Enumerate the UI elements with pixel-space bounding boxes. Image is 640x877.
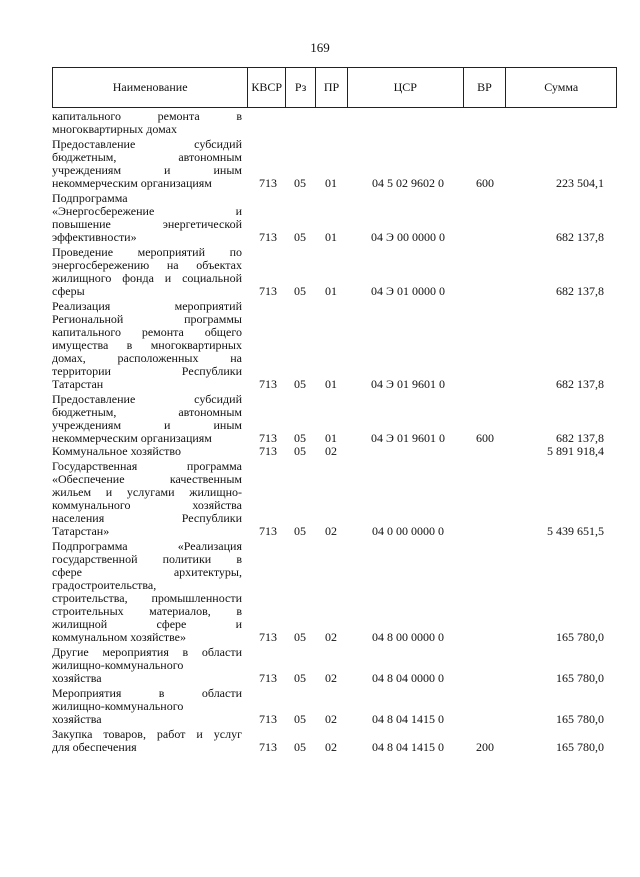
row-rz: 05 bbox=[294, 377, 306, 391]
row-pr: 02 bbox=[325, 524, 337, 538]
row-name-line: «Обеспечение качественным bbox=[52, 472, 242, 486]
row-name-line: «Энергосбережение и bbox=[52, 204, 242, 218]
row-csr: 04 8 04 1415 0 bbox=[372, 740, 444, 754]
table-row bbox=[52, 728, 617, 754]
row-kvsr: 713 bbox=[259, 524, 277, 538]
row-name bbox=[52, 246, 242, 298]
row-name bbox=[52, 393, 242, 445]
row-sum: 165 780,0 bbox=[556, 671, 604, 685]
row-csr: 04 8 04 1415 0 bbox=[372, 712, 444, 726]
row-name-line: повышение энергетической bbox=[52, 217, 242, 231]
header-rz: Рз bbox=[286, 68, 316, 107]
row-kvsr: 713 bbox=[259, 230, 277, 244]
row-vr bbox=[464, 525, 506, 538]
row-rz: 05 bbox=[294, 284, 306, 298]
row-name-line: строительных материалов, в bbox=[52, 604, 242, 618]
row-name-line: жилищного фонда и социальной bbox=[52, 271, 242, 285]
row-pr: 01 bbox=[325, 284, 337, 298]
row-kvsr: 713 bbox=[259, 444, 277, 458]
row-rz: 05 bbox=[294, 630, 306, 644]
row-name bbox=[52, 138, 242, 190]
row-vr: 600 bbox=[476, 176, 494, 190]
row-csr: 04 Э 01 9601 0 bbox=[371, 431, 445, 445]
row-kvsr: 713 bbox=[259, 431, 277, 445]
row-sum: 682 137,8 bbox=[556, 284, 604, 298]
row-name-line: жильем и услугами жилищно- bbox=[52, 485, 242, 499]
row-pr: 02 bbox=[325, 740, 337, 754]
row-kvsr: 713 bbox=[259, 630, 277, 644]
table-row bbox=[52, 646, 617, 685]
row-csr: 04 8 00 0000 0 bbox=[372, 630, 444, 644]
row-rz: 05 bbox=[294, 230, 306, 244]
row-kvsr: 713 bbox=[259, 284, 277, 298]
header-pr: ПР bbox=[316, 68, 348, 107]
row-name-line: Закупка товаров, работ и услуг bbox=[52, 727, 242, 741]
row-name-line: Предоставление субсидий bbox=[52, 137, 242, 151]
row-name-line: Предоставление субсидий bbox=[52, 392, 242, 406]
row-sum: 682 137,8 bbox=[556, 431, 604, 445]
table-row bbox=[52, 445, 617, 458]
row-rz: 05 bbox=[294, 176, 306, 190]
header-sum: Сумма bbox=[544, 80, 579, 94]
row-name-line: градостроительства, bbox=[52, 578, 157, 592]
row-name-line: Региональной программы bbox=[52, 312, 242, 326]
page-number: 169 bbox=[310, 40, 330, 55]
row-name-line: хозяйства bbox=[52, 712, 102, 726]
row-name-line: коммунального хозяйства bbox=[52, 498, 242, 512]
row-sum: 165 780,0 bbox=[556, 740, 604, 754]
header-csr: ЦСР bbox=[348, 68, 464, 107]
row-pr: 02 bbox=[325, 444, 337, 458]
row-name-line: Татарстан bbox=[52, 377, 104, 391]
row-vr bbox=[464, 285, 506, 298]
table-row bbox=[52, 687, 617, 726]
table-row bbox=[52, 393, 617, 445]
row-name-line: учреждениям и иным bbox=[52, 163, 242, 177]
row-vr: 200 bbox=[476, 740, 494, 754]
table-row bbox=[52, 300, 617, 391]
row-name bbox=[52, 728, 242, 754]
row-name-line: для обеспечения bbox=[52, 740, 137, 754]
row-csr: 04 Э 00 0000 0 bbox=[371, 230, 445, 244]
row-name-line: Татарстан» bbox=[52, 524, 110, 538]
header-vr: ВР bbox=[464, 68, 507, 107]
row-name-line: бюджетным, автономным bbox=[52, 150, 242, 164]
row-name bbox=[52, 445, 242, 458]
row-vr bbox=[464, 445, 506, 458]
row-name-line: Коммунальное хозяйство bbox=[52, 444, 181, 458]
row-name-line: Мероприятия в области bbox=[52, 686, 242, 700]
row-name bbox=[52, 687, 242, 726]
row-name-line: некоммерческим организациям bbox=[52, 431, 212, 445]
row-pr bbox=[318, 123, 344, 136]
row-vr bbox=[464, 378, 506, 391]
row-vr bbox=[464, 713, 506, 726]
row-name-line: жилищной сфере и bbox=[52, 617, 242, 631]
table-row bbox=[52, 110, 617, 136]
row-csr bbox=[352, 123, 464, 136]
table-row bbox=[52, 138, 617, 190]
row-rz bbox=[288, 123, 312, 136]
row-pr: 02 bbox=[325, 630, 337, 644]
table-row bbox=[52, 540, 617, 644]
row-kvsr bbox=[254, 123, 282, 136]
row-vr: 600 bbox=[476, 431, 494, 445]
table-row bbox=[52, 246, 617, 298]
row-name-line: населения Республики bbox=[52, 511, 242, 525]
row-pr: 02 bbox=[325, 671, 337, 685]
row-name-line: коммунальном хозяйстве» bbox=[52, 630, 186, 644]
row-name bbox=[52, 460, 242, 538]
row-csr: 04 0 00 0000 0 bbox=[372, 524, 444, 538]
table-row bbox=[52, 460, 617, 538]
row-name-line: капитального ремонта общего bbox=[52, 325, 242, 339]
row-sum: 682 137,8 bbox=[556, 230, 604, 244]
row-pr: 01 bbox=[325, 377, 337, 391]
header-kvsr: КВСР bbox=[248, 68, 286, 107]
row-name bbox=[52, 110, 242, 136]
row-name-line: капитального ремонта в bbox=[52, 109, 242, 123]
table-header bbox=[52, 67, 617, 108]
row-csr: 04 5 02 9602 0 bbox=[372, 176, 444, 190]
row-sum: 682 137,8 bbox=[556, 377, 604, 391]
row-kvsr: 713 bbox=[259, 176, 277, 190]
row-name-line: Реализация мероприятий bbox=[52, 299, 242, 313]
row-name-line: государственной политики в bbox=[52, 552, 242, 566]
table-row bbox=[52, 192, 617, 244]
header-name: Наименование bbox=[53, 68, 248, 107]
row-name bbox=[52, 300, 242, 391]
row-name bbox=[52, 646, 242, 685]
row-rz: 05 bbox=[294, 444, 306, 458]
row-rz: 05 bbox=[294, 524, 306, 538]
row-sum bbox=[506, 123, 604, 136]
row-rz: 05 bbox=[294, 431, 306, 445]
row-name-line: бюджетным, автономным bbox=[52, 405, 242, 419]
row-sum: 165 780,0 bbox=[556, 712, 604, 726]
row-vr bbox=[464, 231, 506, 244]
row-rz: 05 bbox=[294, 671, 306, 685]
row-vr bbox=[464, 672, 506, 685]
row-kvsr: 713 bbox=[259, 740, 277, 754]
row-name-line: многоквартирных домах bbox=[52, 122, 178, 136]
row-name-line: энергосбережению на объектах bbox=[52, 258, 242, 272]
row-name bbox=[52, 540, 242, 644]
row-csr: 04 Э 01 9601 0 bbox=[371, 377, 445, 391]
row-name bbox=[52, 192, 242, 244]
row-rz: 05 bbox=[294, 740, 306, 754]
row-pr: 01 bbox=[325, 431, 337, 445]
row-name-line: домах, расположенных на bbox=[52, 351, 242, 365]
row-name-line: Другие мероприятия в области bbox=[52, 645, 242, 659]
row-kvsr: 713 bbox=[259, 712, 277, 726]
row-name-line: Подпрограмма «Реализация bbox=[52, 539, 242, 553]
row-pr: 01 bbox=[325, 230, 337, 244]
row-csr bbox=[352, 445, 464, 458]
row-vr bbox=[464, 631, 506, 644]
row-csr: 04 8 04 0000 0 bbox=[372, 671, 444, 685]
row-sum: 5 891 918,4 bbox=[547, 444, 604, 458]
row-name-line: жилищно-коммунального bbox=[52, 658, 184, 672]
row-name-line: Государственная программа bbox=[52, 459, 242, 473]
row-name-line: эффективности» bbox=[52, 230, 137, 244]
row-sum: 5 439 651,5 bbox=[547, 524, 604, 538]
row-name-line: сфере архитектуры, bbox=[52, 565, 242, 579]
row-kvsr: 713 bbox=[259, 377, 277, 391]
row-name-line: территории Республики bbox=[52, 364, 242, 378]
row-pr: 01 bbox=[325, 176, 337, 190]
row-name-line: имущества в многоквартирных bbox=[52, 338, 242, 352]
row-name-line: учреждениям и иным bbox=[52, 418, 242, 432]
row-name-line: Проведение мероприятий по bbox=[52, 245, 242, 259]
row-csr: 04 Э 01 0000 0 bbox=[371, 284, 445, 298]
row-kvsr: 713 bbox=[259, 671, 277, 685]
row-name-line: хозяйства bbox=[52, 671, 102, 685]
row-sum: 223 504,1 bbox=[556, 176, 604, 190]
row-pr: 02 bbox=[325, 712, 337, 726]
row-rz: 05 bbox=[294, 712, 306, 726]
row-name-line: сферы bbox=[52, 284, 85, 298]
row-name-line: Подпрограмма bbox=[52, 191, 128, 205]
row-vr bbox=[464, 123, 506, 136]
table-body bbox=[52, 110, 617, 754]
row-name-line: жилищно-коммунального bbox=[52, 699, 184, 713]
row-name-line: строительства, промышленности bbox=[52, 591, 242, 605]
row-sum: 165 780,0 bbox=[556, 630, 604, 644]
row-name-line: некоммерческим организациям bbox=[52, 176, 212, 190]
